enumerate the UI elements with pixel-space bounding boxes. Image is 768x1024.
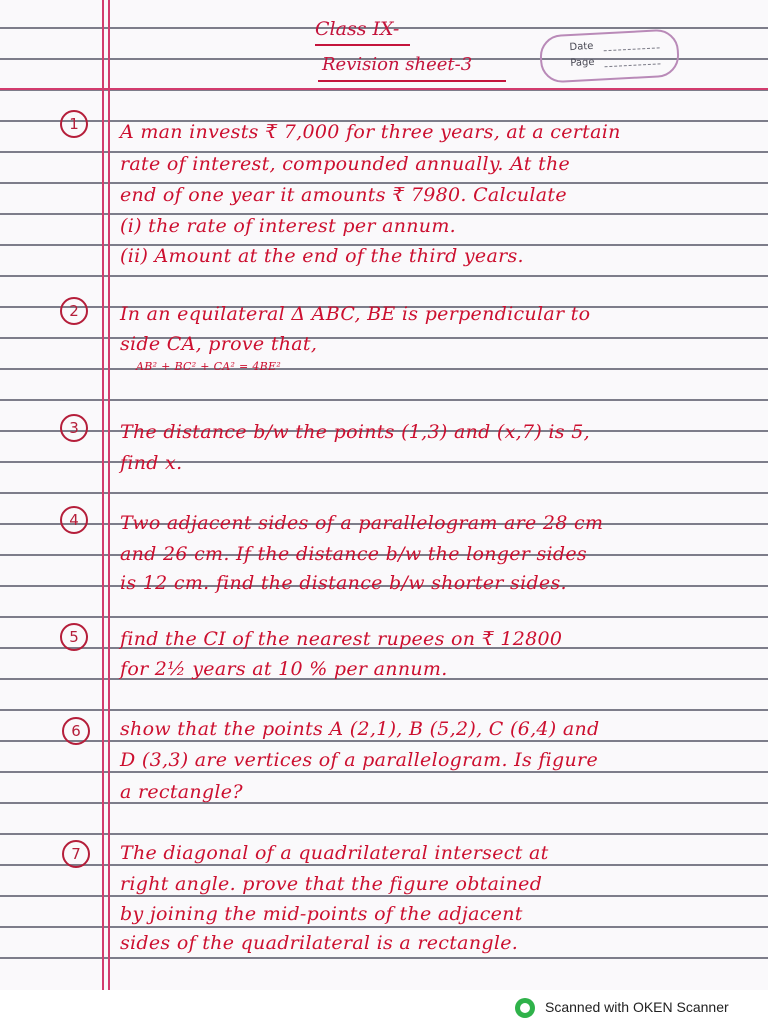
margin-line-right [108, 0, 110, 990]
class-title: Class IX- [315, 18, 400, 40]
q1-line-5: (ii) Amount at the end of the third years. [120, 245, 524, 267]
oken-scanner-logo-icon [515, 998, 535, 1018]
q5-line-2: for 2½ years at 10 % per annum. [120, 658, 448, 680]
class-title-underline [315, 44, 410, 46]
q4-line-3: is 12 cm. find the distance b/w shorter sides. [120, 572, 567, 594]
q7-line-1: The diagonal of a quadrilateral intersect at [120, 842, 549, 864]
q6-line-2: D (3,3) are vertices of a parallelogram. Is figure [120, 749, 598, 771]
q2-line-1: In an equilateral Δ ABC, BE is perpendicular to [120, 303, 591, 325]
q6-line-3: a rectangle? [120, 781, 243, 803]
q7-line-4: sides of the quadrilateral is a rectangle. [120, 932, 519, 954]
q6-line-1: show that the points A (2,1), B (5,2), C (6,4) and [120, 718, 600, 740]
q1-line-3: end of one year it amounts ₹ 7980. Calculate [120, 184, 567, 206]
revision-sheet-title: Revision sheet-3 [322, 54, 473, 75]
page-label: Page [570, 56, 595, 70]
q1-line-4: (i) the rate of interest per annum. [120, 215, 457, 237]
date-fill-line [604, 47, 660, 51]
page-fill-line [605, 63, 661, 67]
date-label: Date [569, 40, 594, 54]
q1-line-2: rate of interest, compounded annually. At the [120, 153, 571, 175]
scanner-watermark-text: Scanned with OKEN Scanner [545, 999, 729, 1015]
question-number-6: 6 [62, 717, 90, 745]
revision-title-underline [318, 80, 506, 82]
q7-line-3: by joining the mid-points of the adjacent [120, 903, 523, 925]
q2-line-2: side CA, prove that, [120, 333, 318, 355]
date-page-stamp [539, 28, 680, 83]
q5-line-1: find the CI of the nearest rupees on ₹ 12800 [120, 628, 563, 650]
header-rule [0, 88, 768, 90]
question-number-5: 5 [60, 623, 88, 651]
margin-line-left [102, 0, 104, 990]
q3-line-2: find x. [120, 452, 183, 474]
question-number-4: 4 [60, 506, 88, 534]
q4-line-1: Two adjacent sides of a parallelogram are 28 cm [120, 512, 604, 534]
question-number-3: 3 [60, 414, 88, 442]
scanner-footer [0, 990, 768, 1024]
q7-line-2: right angle. prove that the figure obtained [120, 873, 543, 895]
question-number-1: 1 [60, 110, 88, 138]
question-number-7: 7 [62, 840, 90, 868]
question-number-2: 2 [60, 297, 88, 325]
q4-line-2: and 26 cm. If the distance b/w the longer sides [120, 543, 587, 565]
q3-line-1: The distance b/w the points (1,3) and (x,7) is 5, [120, 421, 590, 443]
q1-line-1: A man invests ₹ 7,000 for three years, at a certain [120, 121, 621, 143]
q2-line-3: AB² + BC² + CA² = 4BE² [136, 360, 282, 373]
